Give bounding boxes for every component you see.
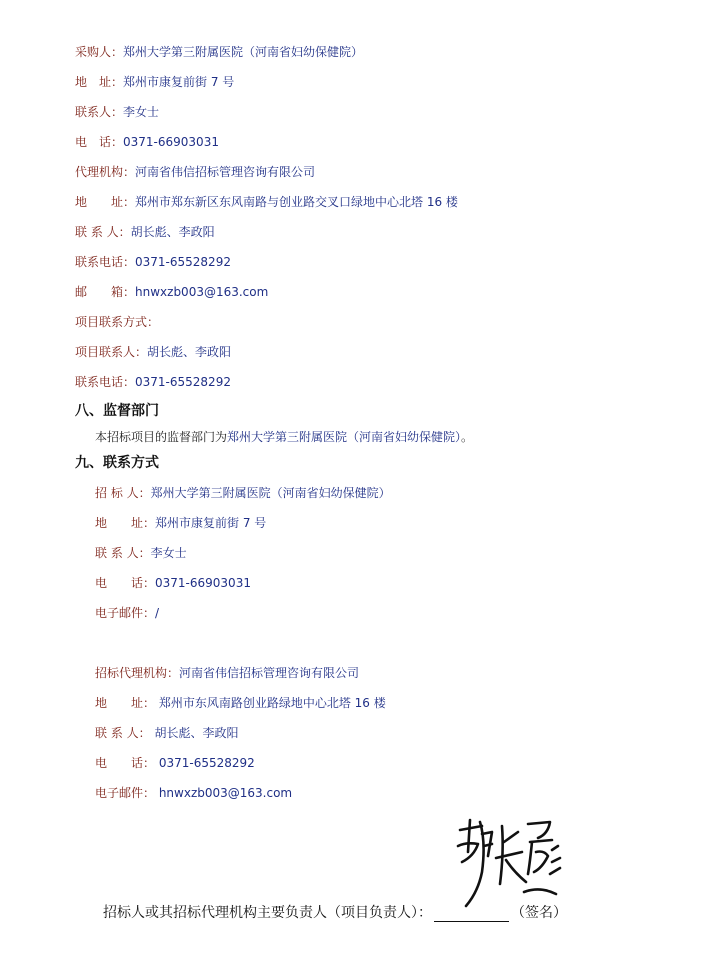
- field-value: 郑州市康复前街 7 号: [123, 75, 235, 89]
- field-label: 地 址：: [95, 696, 156, 710]
- field-label: 邮 箱：: [75, 285, 136, 299]
- field-label: 项目联系方式：: [75, 315, 160, 329]
- field-value: 胡长彪、李政阳: [130, 225, 215, 239]
- section8-text-value: 郑州大学第三附属医院（河南省妇幼保健院）: [227, 430, 462, 444]
- field-value: 胡长彪、李政阳: [147, 345, 232, 359]
- field-value: 郑州大学第三附属医院（河南省妇幼保健院）: [123, 45, 364, 59]
- purchaser-phone-line: [75, 134, 219, 150]
- project-contact-phone-line: [75, 374, 231, 390]
- field-label: 联系电话：: [75, 255, 136, 269]
- agency2-address-line: [95, 695, 386, 711]
- field-label: 地 址：: [75, 195, 136, 209]
- field-label: 项目联系人：: [75, 345, 148, 359]
- tenderer-contact-line: [95, 545, 187, 561]
- field-value: 0371-66903031: [123, 135, 219, 149]
- field-value: 郑州市郑东新区东风南路与创业路交叉口绿地中心北塔 16 楼: [135, 195, 458, 209]
- tenderer-phone-line: [95, 575, 251, 591]
- agency-email-line: [75, 284, 268, 300]
- handwritten-signature: [452, 812, 562, 912]
- field-value: /: [155, 606, 160, 620]
- field-label: 联 系 人：: [95, 726, 151, 740]
- purchaser-contact-line: [75, 104, 159, 120]
- signature-underline: [434, 907, 509, 922]
- field-label: 联 系 人：: [95, 546, 151, 560]
- section9-heading: 九、联系方式: [75, 455, 159, 471]
- field-value: 河南省伟信招标管理咨询有限公司: [179, 666, 360, 680]
- field-value: 李女士: [150, 546, 187, 560]
- project-contact-person-line: [75, 344, 231, 360]
- field-label: 电 话：: [95, 756, 156, 770]
- field-value: 胡长彪、李政阳: [150, 726, 239, 740]
- agency2-phone-line: [95, 755, 255, 771]
- field-value: 河南省伟信招标管理咨询有限公司: [135, 165, 316, 179]
- field-value: 0371-66903031: [155, 576, 251, 590]
- agency2-line: [95, 665, 359, 681]
- field-label: 电子邮件：: [95, 786, 156, 800]
- section8-text-prefix: 本招标项目的监督部门为: [95, 430, 228, 444]
- field-value: 郑州大学第三附属医院（河南省妇幼保健院）: [150, 486, 391, 500]
- tenderer-line: [95, 485, 391, 501]
- field-value: hnwxzb003@163.com: [155, 786, 293, 800]
- purchaser-line: [75, 44, 363, 60]
- field-value: 郑州市康复前街 7 号: [155, 516, 267, 530]
- field-label: 联系电话：: [75, 375, 136, 389]
- project-contact-heading-line: [75, 314, 159, 330]
- signature-line: [103, 904, 567, 922]
- field-label: 联 系 人：: [75, 225, 131, 239]
- field-label: 招 标 人：: [95, 486, 151, 500]
- section8-heading: 八、监督部门: [75, 403, 159, 419]
- agency-line: [75, 164, 315, 180]
- agency-phone-line: [75, 254, 231, 270]
- field-label: 采购人：: [75, 45, 124, 59]
- field-label: 电 话：: [75, 135, 124, 149]
- field-label: 电子邮件：: [95, 606, 156, 620]
- tenderer-email-line: [95, 605, 159, 621]
- signature-suffix: （签名）: [511, 905, 567, 921]
- tenderer-address-line: [95, 515, 266, 531]
- field-label: 联系人：: [75, 105, 124, 119]
- purchaser-address-line: [75, 74, 234, 90]
- field-label: 电 话：: [95, 576, 156, 590]
- field-value: hnwxzb003@163.com: [135, 285, 269, 299]
- field-value: 郑州市东风南路创业路绿地中心北塔 16 楼: [155, 696, 386, 710]
- field-label: 地 址：: [95, 516, 156, 530]
- field-value: 0371-65528292: [155, 756, 255, 770]
- agency2-email-line: [95, 785, 292, 801]
- field-label: 代理机构：: [75, 165, 136, 179]
- field-value: 0371-65528292: [135, 375, 231, 389]
- agency-contact-line: [75, 224, 215, 240]
- field-value: 0371-65528292: [135, 255, 231, 269]
- signature-prefix: 招标人或其招标代理机构主要负责人（项目负责人）：: [103, 905, 432, 921]
- agency-address-line: [75, 194, 458, 210]
- agency2-contact-line: [95, 725, 238, 741]
- field-label: 招标代理机构：: [95, 666, 180, 680]
- field-label: 地 址：: [75, 75, 124, 89]
- field-value: 李女士: [123, 105, 160, 119]
- section8-text: [95, 429, 473, 445]
- section8-text-suffix: 。: [461, 430, 474, 444]
